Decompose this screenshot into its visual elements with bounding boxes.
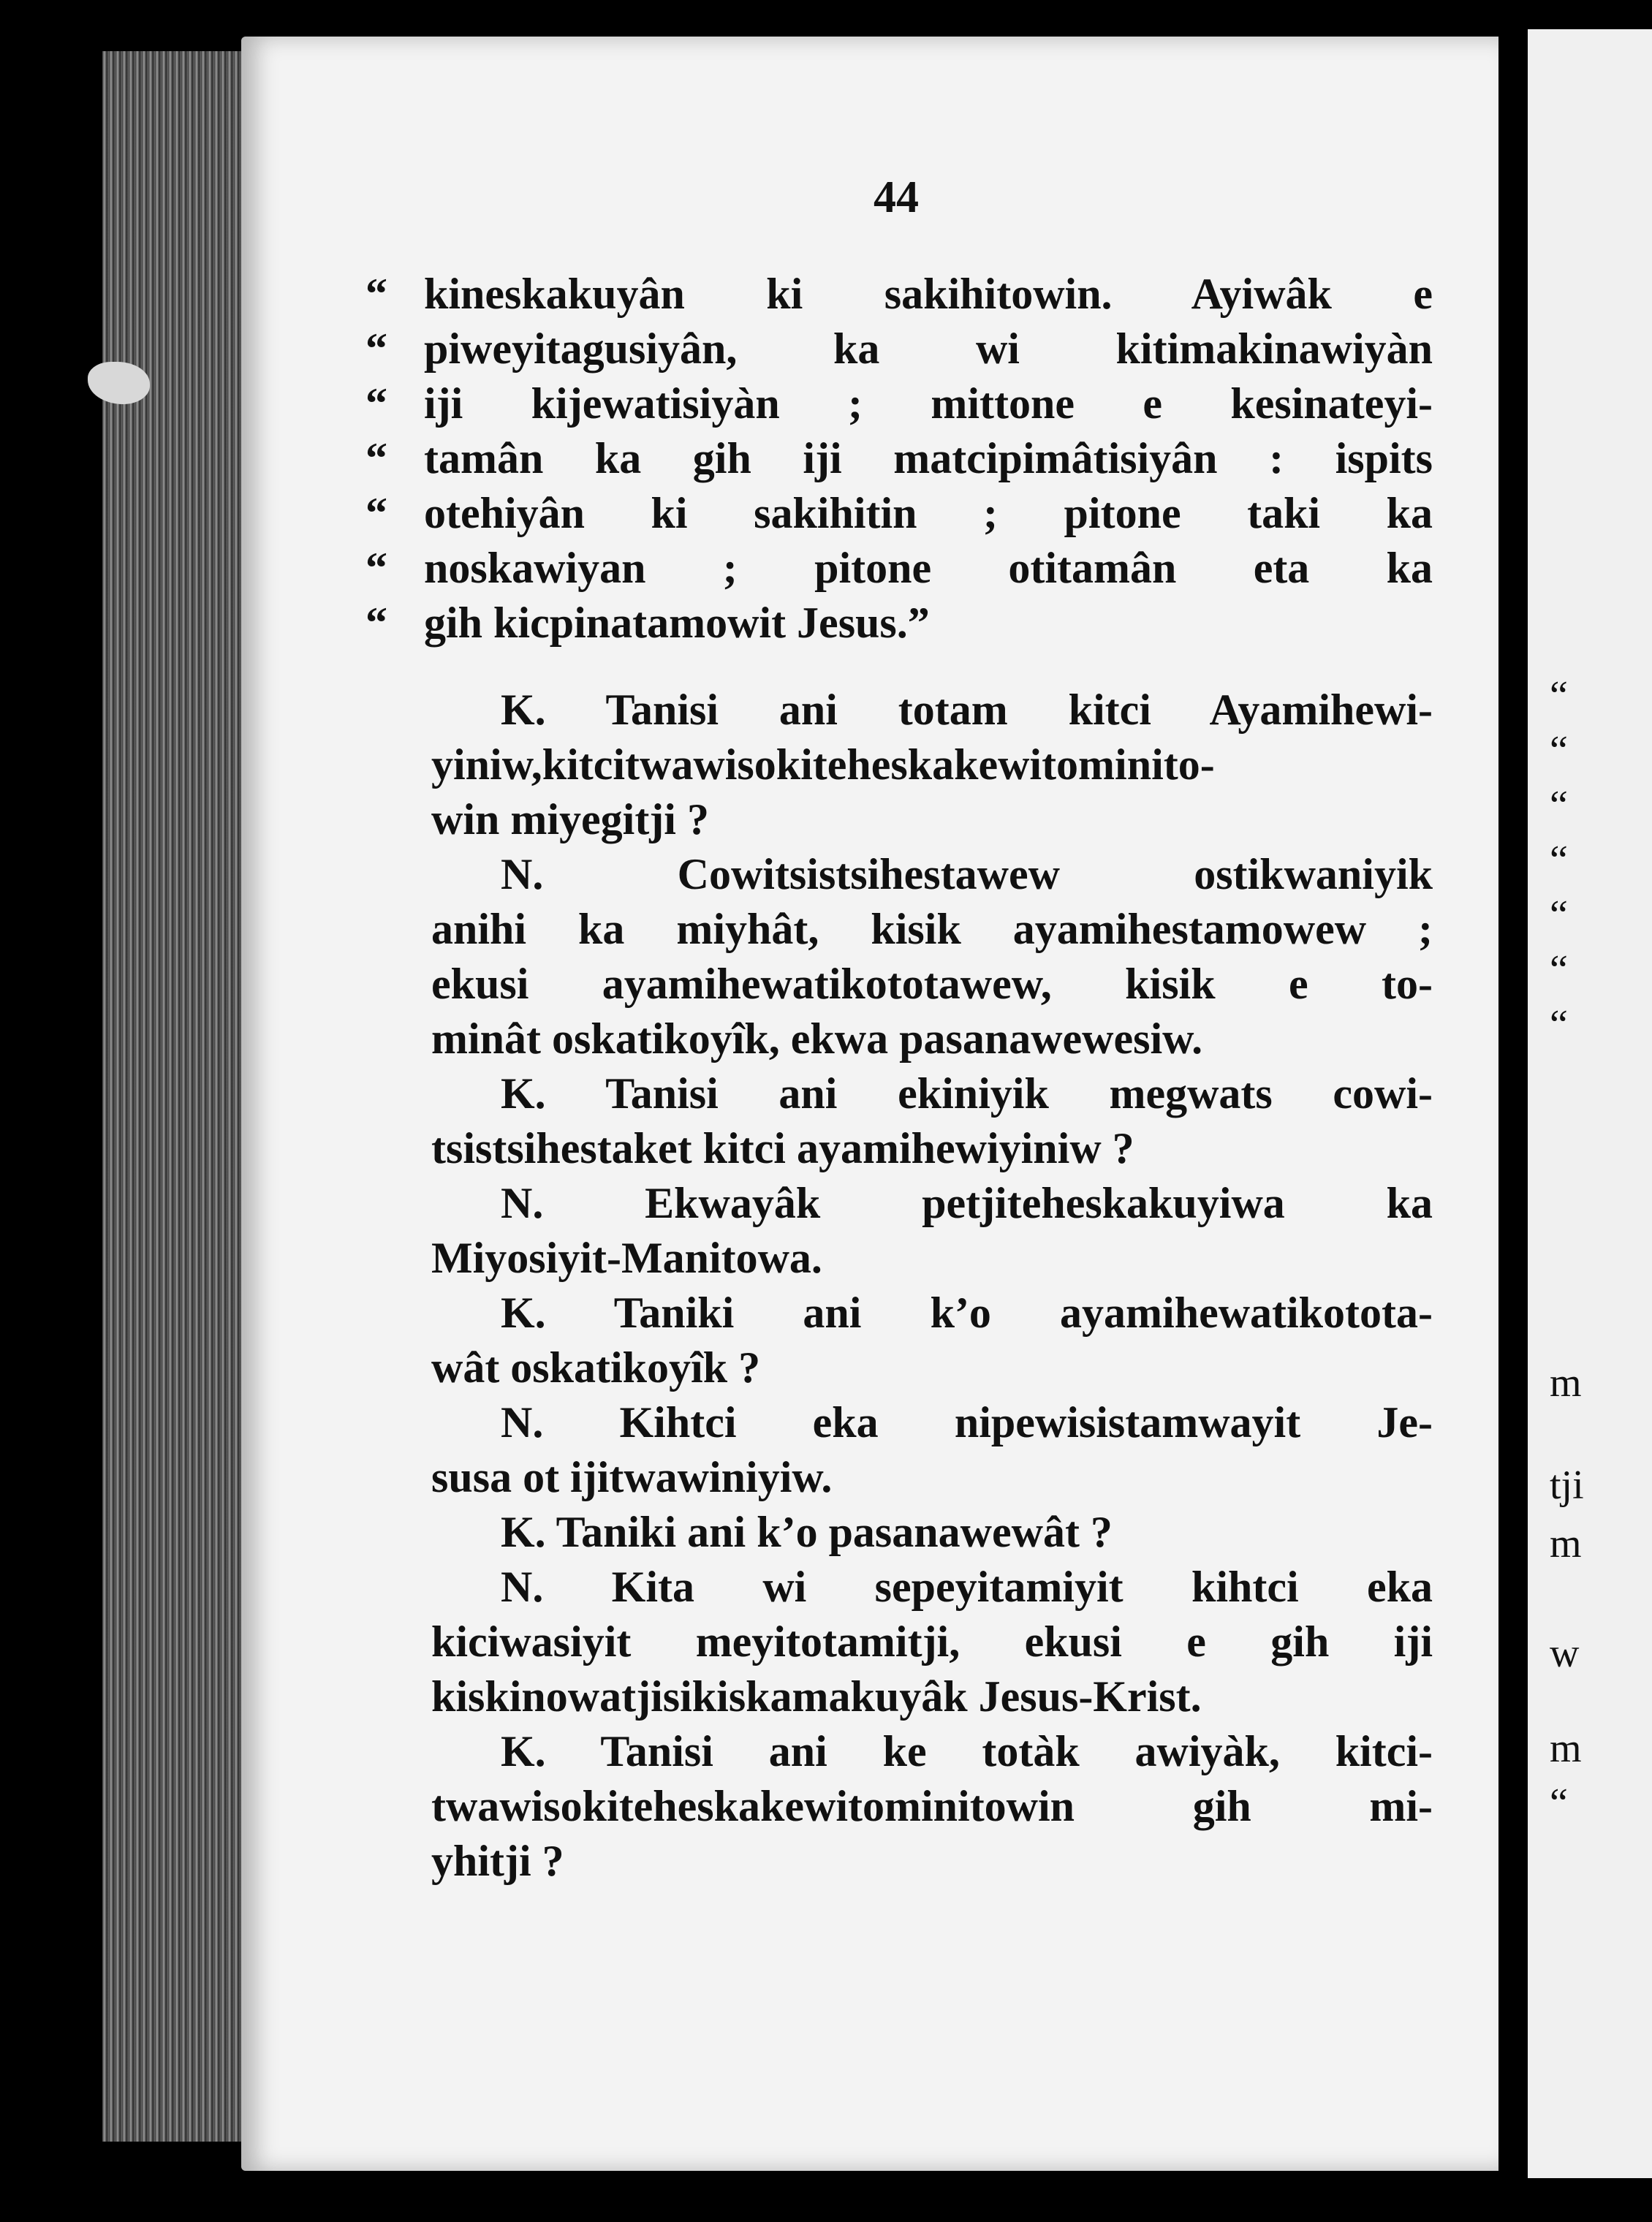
quotation-mark: “ <box>365 270 387 318</box>
quote-line-text: otehiyân ki sakihitin ; pitone taki ka <box>424 489 1433 537</box>
quote-line-text: iji kijewatisiyàn ; mittone e kesinateyi- <box>424 379 1433 428</box>
catechism-questions-answers <box>431 651 1433 1889</box>
right-page-text-fragment: “ <box>1550 728 1568 773</box>
quote-line-text: tamân ka gih iji matcipimâtisiyân : ispits <box>424 434 1433 482</box>
quote-line <box>365 541 1433 596</box>
paragraph-gap <box>431 651 1433 683</box>
right-page-text-fragment: “ <box>1550 783 1568 828</box>
right-page-text-fragment: m <box>1550 1726 1582 1771</box>
right-page-text-fragment: “ <box>1550 673 1568 718</box>
quote-line <box>365 431 1433 486</box>
text-line: susa ot ijitwawiniyiw. <box>431 1453 833 1501</box>
right-page-text-fragment: w <box>1550 1631 1580 1676</box>
text-line: N. Cowitsistsihestawew ostikwaniyik <box>501 850 1433 898</box>
text-line: wât oskatikoyîk ? <box>431 1343 761 1392</box>
quote-line <box>365 322 1433 376</box>
quotation-mark: “ <box>365 599 387 647</box>
right-page-text-fragment: “ <box>1550 892 1568 938</box>
right-page-text-fragment: m <box>1550 1360 1582 1406</box>
text-line: K. Tanisi ani totam kitci Ayamihewi- <box>501 686 1433 734</box>
text-line: yiniw,kitcitwawisokiteheskakewitominito- <box>431 740 1215 789</box>
quotation-mark: “ <box>365 434 387 482</box>
quoted-passage <box>365 267 1433 651</box>
book-gutter <box>1498 22 1528 2185</box>
quote-line-text: piweyitagusiyân, ka wi kitimakinawiyàn <box>424 325 1433 373</box>
page-body-text <box>365 267 1433 1889</box>
text-line: win miyegitji ? <box>431 795 709 843</box>
text-line: N. Kihtci eka nipewisistamwayit Je- <box>501 1398 1433 1446</box>
text-line: yhitji ? <box>431 1837 564 1885</box>
quotation-mark: “ <box>365 379 387 428</box>
quote-line-text: noskawiyan ; pitone otitamân eta ka <box>424 544 1433 592</box>
text-line: K. Taniki ani k’o pasanawewât ? <box>501 1508 1113 1556</box>
text-line: N. Ekwayâk petjiteheskakuyiwa ka <box>501 1179 1433 1227</box>
text-line: twawisokiteheskakewitominitowin gih mi- <box>431 1782 1433 1830</box>
text-line: kiciwasiyit meyitotamitji, ekusi e gih iji <box>431 1618 1433 1666</box>
quote-line <box>365 267 1433 322</box>
text-line: K. Taniki ani k’o ayamihewatikotota- <box>501 1289 1433 1337</box>
page-number: 44 <box>874 172 919 222</box>
text-line: tsistsihestaket kitci ayamihewiyiniw ? <box>431 1124 1134 1172</box>
quote-line <box>365 596 1433 651</box>
text-line: N. Kita wi sepeyitamiyit kihtci eka <box>501 1563 1433 1611</box>
quote-line <box>365 486 1433 541</box>
quote-line-text: kineskakuyân ki sakihitowin. Ayiwâk e <box>424 270 1433 318</box>
quotation-mark: “ <box>365 325 387 373</box>
text-line: Miyosiyit-Manitowa. <box>431 1234 822 1282</box>
paper-blemish <box>88 362 150 404</box>
text-line: kiskinowatjisikiskamakuyâk Jesus-Krist. <box>431 1672 1202 1721</box>
quote-line-text: gih kicpinatamowit Jesus.” <box>424 599 930 647</box>
quote-line <box>365 376 1433 431</box>
right-page-text-fragment: “ <box>1550 1781 1568 1826</box>
text-line: anihi ka miyhât, kisik ayamihestamowew ; <box>431 905 1433 953</box>
book-page-right-fragment <box>1528 29 1652 2178</box>
text-line: minât oskatikoyîk, ekwa pasanawewesiw. <box>431 1015 1203 1063</box>
right-page-text-fragment: “ <box>1550 838 1568 883</box>
right-page-text-fragment: m <box>1550 1521 1582 1566</box>
right-page-text-fragment: “ <box>1550 1002 1568 1047</box>
right-page-text-fragment: tji <box>1550 1463 1584 1508</box>
quotation-mark: “ <box>365 544 387 592</box>
text-line: ekusi ayamihewatikototawew, kisik e to- <box>431 960 1433 1008</box>
text-line: K. Tanisi ani ekiniyik megwats cowi- <box>501 1069 1433 1118</box>
text-line: K. Tanisi ani ke totàk awiyàk, kitci- <box>501 1727 1433 1775</box>
right-page-text-fragment: “ <box>1550 947 1568 993</box>
quotation-mark: “ <box>365 489 387 537</box>
